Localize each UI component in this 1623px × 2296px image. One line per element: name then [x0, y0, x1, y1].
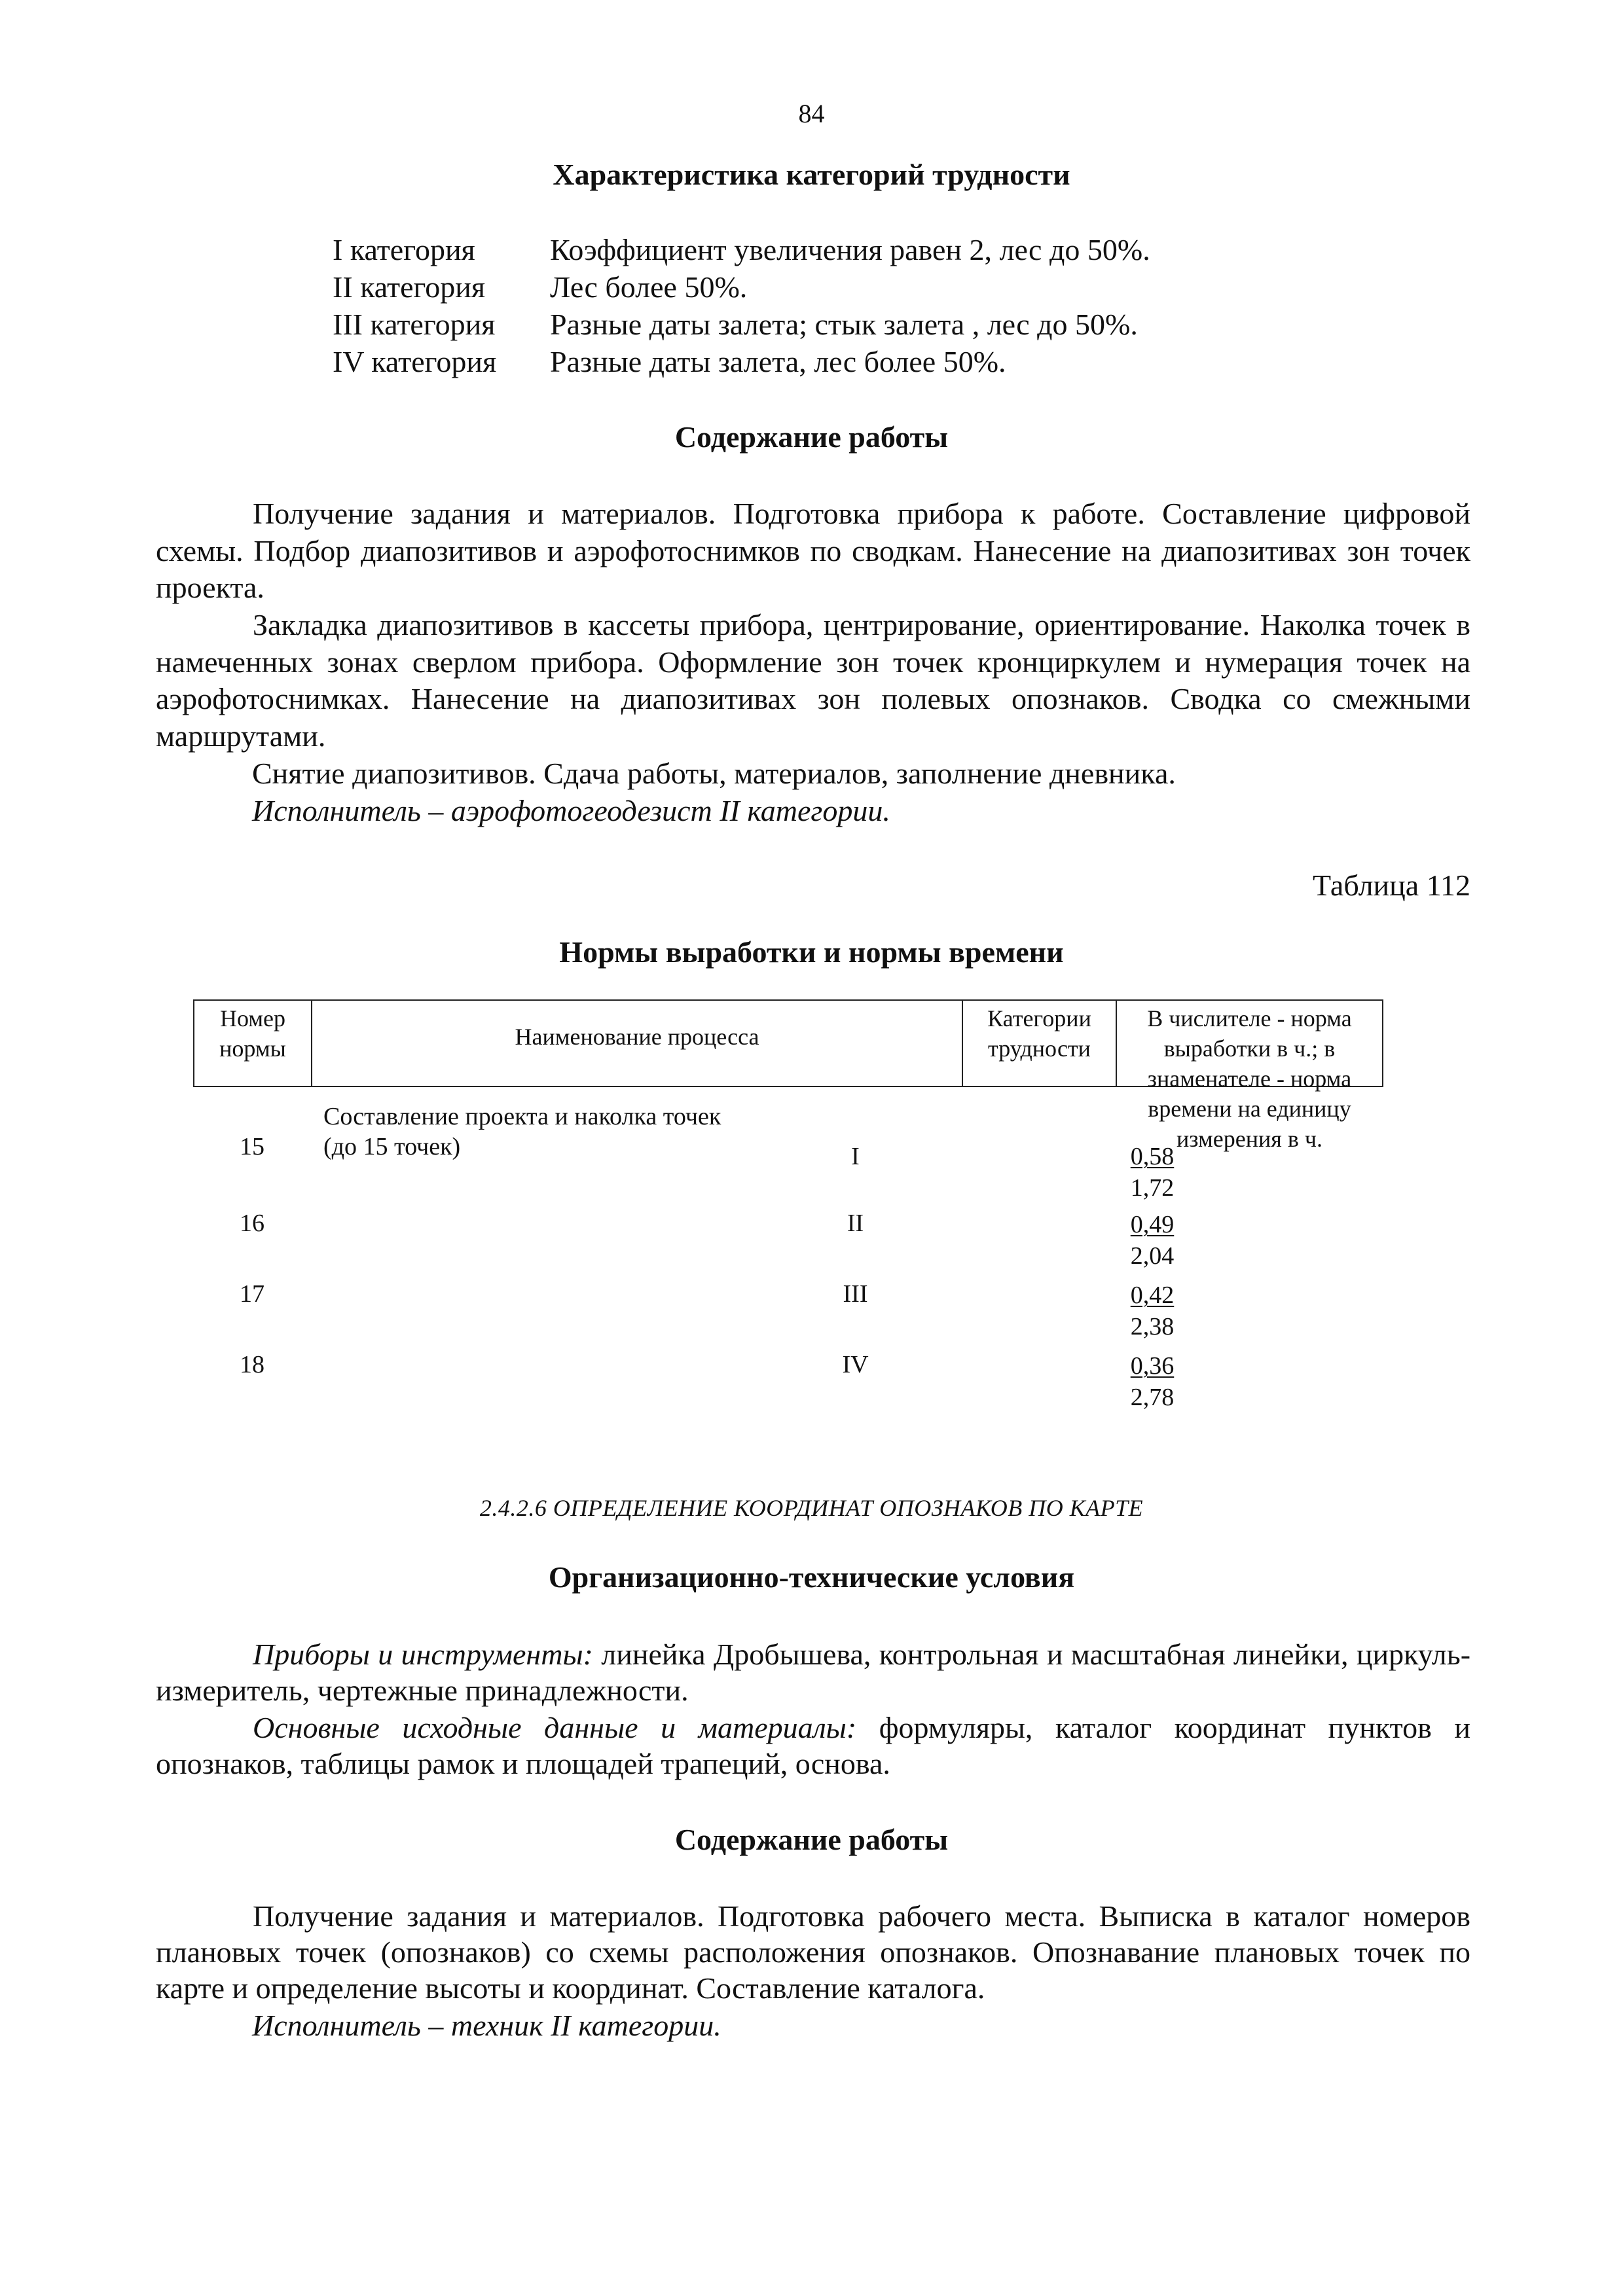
category-label: III категория [333, 308, 496, 341]
norm-fraction [1106, 1350, 1198, 1413]
norm-denominator: 2,04 [1130, 1242, 1175, 1270]
tools-text: линейка Дробышева, контрольная и масштабная линейки, циркуль-измеритель, чертежные принадлежности. [156, 1638, 1471, 1707]
norm-numerator: 0,58 [1130, 1143, 1175, 1170]
sources-text: формуляры, каталог координат пунктов и опознаков, таблицы рамок и площадей трапеций, основа. [156, 1711, 1471, 1780]
norm-number: 15 [240, 1133, 264, 1160]
conditions-title: Организационно-технические условия [548, 1560, 1075, 1594]
category-cell: II [847, 1210, 864, 1237]
norm-denominator: 1,72 [1130, 1174, 1175, 1202]
norm-fraction [1106, 1141, 1198, 1204]
work-title: Содержание работы [674, 420, 949, 454]
work-paragraph-2: Получение задания и материалов. Подготовка рабочего места. Выписка в каталог номеров плановых точек (опознаков) со схемы расположения опознаков. Опознавание плановых точек по карте и определение высоты и координат. Составление каталога. [156, 1899, 1470, 2005]
norm-number: 17 [240, 1280, 264, 1308]
norm-numerator: 0,42 [1130, 1282, 1175, 1309]
header-process: Наименование процесса [312, 1001, 963, 1086]
norm-numerator: 0,36 [1130, 1352, 1175, 1380]
norm-denominator: 2,78 [1130, 1384, 1175, 1411]
norm-number: 16 [240, 1210, 264, 1237]
norm-numerator: 0,49 [1130, 1211, 1175, 1238]
category-description: Лес более 50%. [550, 270, 748, 304]
norm-fraction [1106, 1280, 1198, 1342]
tools-label: Приборы и инструменты: [253, 1638, 593, 1671]
header-norm: В числителе - норма выработки в ч.; в знаменателе - норма времени на единицу измерения в ч. [1147, 1005, 1352, 1152]
executor-line: Исполнитель – аэрофотогеодезист II категории. [252, 794, 890, 827]
category-cell: I [851, 1143, 860, 1170]
table-label: Таблица 112 [1312, 869, 1470, 902]
tools-paragraph [156, 1636, 1470, 1708]
work-title-2: Содержание работы [674, 1823, 949, 1856]
norm-number: 18 [240, 1351, 264, 1378]
sources-label: Основные исходные данные и материалы: [253, 1711, 857, 1744]
category-label: I категория [333, 233, 475, 266]
header-number: Номер нормы [194, 1001, 312, 1086]
category-label: IV категория [333, 345, 497, 378]
page-number: 84 [798, 99, 825, 128]
difficulty-title: Характеристика категорий трудности [553, 158, 1070, 191]
section-heading: 2.4.2.6 ОПРЕДЕЛЕНИЕ КООРДИНАТ ОПОЗНАКОВ ПО КАРТЕ [479, 1495, 1144, 1521]
work-paragraph: Закладка диапозитивов в кассеты прибора, центрирование, ориентирование. Наколка точек в намеченных зонах сверлом прибора. Оформление зон точек кронциркулем и нумерация точек на аэрофотоснимках. Нанесение на диапозитивах зон полевых опознаков. Сводка со смежными маршрутами. [156, 608, 1470, 753]
norm-fraction [1106, 1209, 1198, 1272]
process-name: Составление проекта и наколка точек (до 15 точек) [323, 1103, 721, 1160]
category-cell: III [843, 1280, 868, 1308]
norm-denominator: 2,38 [1130, 1313, 1175, 1340]
work-paragraph: Снятие диапозитивов. Сдача работы, материалов, заполнение дневника. [252, 757, 1176, 790]
category-cell: IV [842, 1351, 869, 1378]
sources-paragraph [156, 1710, 1470, 1782]
executor-line-2: Исполнитель – техник II категории. [252, 2009, 721, 2042]
category-description: Разные даты залета; стык залета , лес до 50%. [550, 308, 1138, 341]
category-label: II категория [333, 270, 486, 304]
category-description: Разные даты залета, лес более 50%. [550, 345, 1006, 378]
work-paragraph: Получение задания и материалов. Подготовка прибора к работе. Составление цифровой схемы. Подбор диапозитивов и аэрофотоснимков по сводкам. Нанесение на диапозитивах зон точек проекта. [156, 497, 1470, 604]
category-description: Коэффициент увеличения равен 2, лес до 50%. [550, 233, 1150, 266]
table-title: Нормы выработки и нормы времени [559, 935, 1064, 969]
header-category: Категории трудности [963, 1001, 1117, 1086]
